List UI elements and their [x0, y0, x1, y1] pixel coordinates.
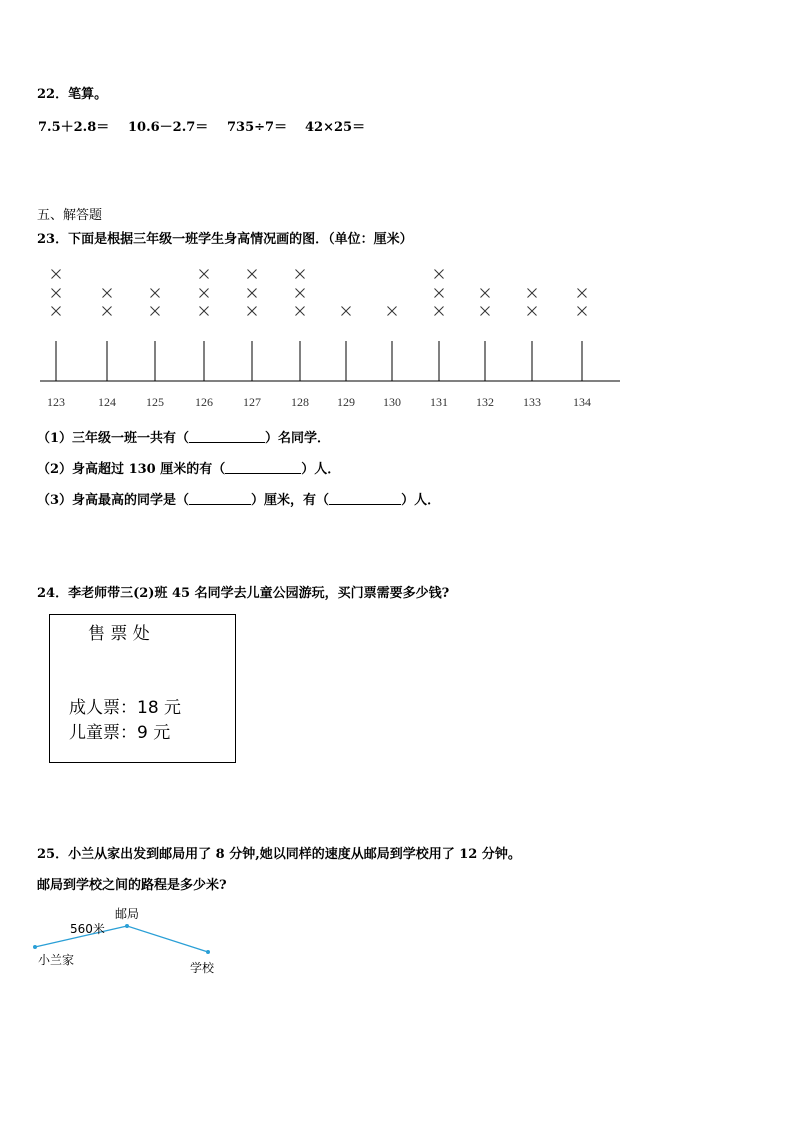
- tick-label: 132: [476, 395, 494, 409]
- q23-sub1-before: （1）三年级一班一共有（: [37, 431, 190, 446]
- height-chart: [30, 260, 630, 420]
- post-office-point: [125, 924, 129, 928]
- tally-mark: [435, 307, 444, 316]
- calc-item-1: 7.5＋2.8＝: [38, 120, 110, 135]
- tally-mark: [151, 307, 160, 316]
- tally-mark: [481, 307, 490, 316]
- post-office-to-school-line: [127, 926, 208, 952]
- tally-mark: [388, 307, 397, 316]
- q23-sub3-before: （3）身高最高的同学是（: [37, 493, 190, 508]
- q23-sub2-before: （2）身高超过 130 厘米的有（: [37, 462, 226, 477]
- q23-title: 23．下面是根据三年级一班学生身高情况画的图．（单位：厘米）: [37, 232, 413, 247]
- tally-mark: [296, 289, 305, 298]
- tally-mark: [200, 307, 209, 316]
- tally-mark: [481, 289, 490, 298]
- post-office-label: 邮局: [115, 907, 140, 921]
- adult-ticket-price: 成人票：18 元: [69, 698, 182, 718]
- tally-mark: [248, 289, 257, 298]
- tick-label: 125: [146, 395, 164, 409]
- q23-sub3-middle: ）厘米，有（: [251, 493, 330, 508]
- child-ticket-price: 儿童票：9 元: [69, 723, 171, 743]
- tick-label: 127: [243, 395, 261, 409]
- tally-mark: [248, 307, 257, 316]
- answer-blank[interactable]: [329, 492, 401, 505]
- tally-mark: [296, 270, 305, 279]
- tick-label: 130: [383, 395, 401, 409]
- tally-mark: [296, 307, 305, 316]
- tally-mark: [103, 307, 112, 316]
- tally-mark: [578, 289, 587, 298]
- tally-mark: [151, 289, 160, 298]
- home-point: [33, 945, 37, 949]
- q23-sub1-after: ）名同学．: [265, 431, 331, 446]
- q23-sub3: [37, 489, 440, 508]
- tick-label: 123: [47, 395, 65, 409]
- tally-mark: [103, 289, 112, 298]
- calc-item-2: 10.6－2.7＝: [128, 120, 209, 135]
- calc-item-3: 735÷7＝: [227, 120, 288, 135]
- calc-item-4: 42×25＝: [305, 120, 366, 135]
- school-label: 学校: [190, 961, 215, 975]
- tally-mark: [578, 307, 587, 316]
- tally-mark: [52, 289, 61, 298]
- tick-label: 128: [291, 395, 309, 409]
- tally-mark: [435, 270, 444, 279]
- tick-label: 134: [573, 395, 591, 409]
- answer-blank[interactable]: [189, 492, 251, 505]
- tick-label: 131: [430, 395, 448, 409]
- q25-line2: 邮局到学校之间的路程是多少米?: [37, 878, 227, 893]
- tick-label: 133: [523, 395, 541, 409]
- tally-mark: [200, 289, 209, 298]
- q24-title: 24．李老师带三(2)班 45 名同学去儿童公园游玩，买门票需要多少钱?: [37, 586, 450, 601]
- answer-blank[interactable]: [189, 430, 265, 443]
- distance-label: 560米: [70, 922, 105, 936]
- tally-mark: [435, 289, 444, 298]
- tally-mark: [528, 289, 537, 298]
- tally-mark: [248, 270, 257, 279]
- ticket-office-sign: [49, 614, 236, 763]
- q23-sub3-after: ）人．: [401, 493, 441, 508]
- home-label: 小兰家: [38, 953, 75, 967]
- school-point: [206, 950, 210, 954]
- q25-line1: 25．小兰从家出发到邮局用了 8 分钟,她以同样的速度从邮局到学校用了 12 分钟。: [37, 847, 521, 862]
- tally-mark: [528, 307, 537, 316]
- tally-mark: [52, 270, 61, 279]
- tick-label: 129: [337, 395, 355, 409]
- tick-label: 124: [98, 395, 116, 409]
- q23-sub1: [37, 427, 330, 446]
- answer-blank[interactable]: [225, 461, 301, 474]
- q23-sub2: [37, 458, 340, 477]
- tally-mark: [342, 307, 351, 316]
- ticket-office-title: 售 票 处: [88, 624, 150, 644]
- tally-mark: [200, 270, 209, 279]
- q23-sub2-after: ）人．: [301, 462, 341, 477]
- tally-mark: [52, 307, 61, 316]
- tick-label: 126: [195, 395, 213, 409]
- section-title: 五、解答题: [37, 208, 103, 223]
- q22-title: 22．笔算。: [37, 87, 108, 102]
